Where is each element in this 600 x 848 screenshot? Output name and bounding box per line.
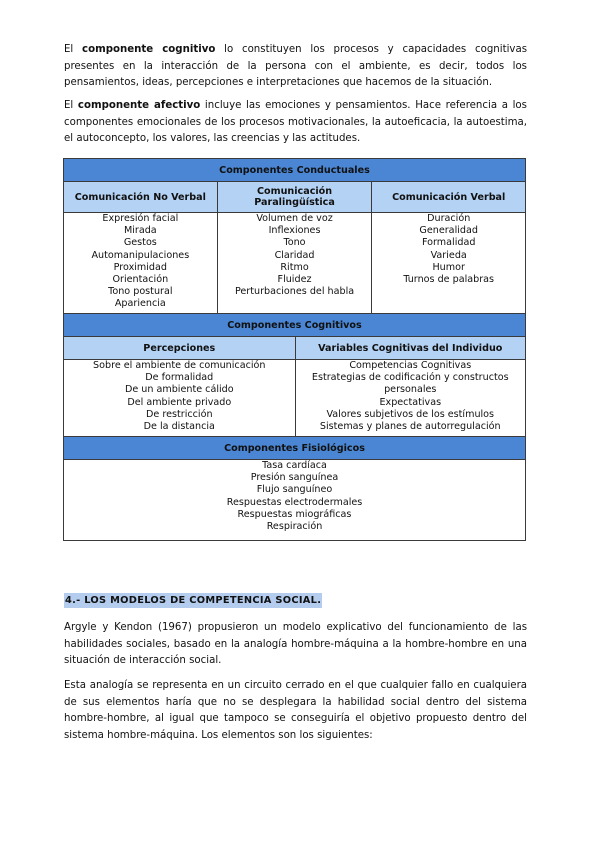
list-item: Sobre el ambiente de comunicación [93,360,266,371]
list-item: Competencias Cognitivas [349,360,472,371]
list-item: Fluidez [277,274,312,286]
list-item: Respuestas electrodermales [226,496,363,508]
list-item: Generalidad [419,225,478,237]
paragraph-text: lo constituyen los procesos y capacidades cognitivas presentes en la interacción de la persona con el ambiente, es decir, todos los pensamientos, ideas, percepciones e interpretaciones que hacemos de la situación. [64,44,527,88]
list-item: Tono postural [108,286,173,298]
list-item: Automanipulaciones [91,249,190,261]
list-item: Sistemas y planes de autorregulación [319,421,501,433]
list-item: De formalidad [145,372,214,384]
col-header-paralinguistica: Comunicación Paralingüística [217,182,372,213]
list-item: Proximidad [113,261,167,273]
col-header-variables-cognitivas: Variables Cognitivas del Individuo [295,337,525,360]
bold-term: componente afectivo [77,100,201,111]
paragraph-argyle-kendon: Argyle y Kendon (1967) propusieron un modelo explicativo del funcionamiento de las habilidades sociales, basado en la analogía hombre-máquina a la hombre-hombre en una situación de interacción social. [64,622,527,666]
col-header-no-verbal: Comunicación No Verbal [64,182,218,213]
list-item: Tono [283,237,306,249]
list-item: De un ambiente cálido [124,384,234,396]
list-item: De restricción [146,408,213,420]
list-item: Valores subjetivos de los estímulos [326,408,495,420]
list-item: Respiración [266,521,323,533]
bold-term: componente cognitivo [82,44,216,55]
list-item: Formalidad [421,237,476,249]
section-heading: 4.- LOS MODELOS DE COMPETENCIA SOCIAL. [65,595,322,606]
list-item: Claridad [274,249,315,261]
fisiologicos-title: Componentes Fisiológicos [64,437,526,460]
list-paralinguistica [217,213,372,314]
list-item: Expresión facial [102,213,179,224]
list-item: Mirada [123,225,157,237]
paragraph-affective-component [64,98,527,148]
paragraph-analogy: Esta analogía se representa en un circuito cerrado en el que cualquier fallo en cualquiera de sus elementos haría que no se desplegara la habilidad social dentro del sistema hombre-hombre, al igual que tampoco se conseguiría el objetivo propuesto dentro del sistema hombre-máquina. Los elementos son los siguientes: [64,680,527,741]
list-item: Expectativas [379,396,442,408]
list-item: Humor [432,261,465,273]
list-item: Del ambiente privado [127,396,232,408]
paragraph-text: incluye las emociones y pensamientos. Hace referencia a los componentes emocionales de los procesos motivacionales, la autoeficacia, la autoestima, el autoconcepto, los valores, las creencias y las actitudes. [64,100,527,144]
components-table [63,158,526,541]
list-verbal [372,213,526,314]
list-item: Presión sanguínea [250,472,339,484]
list-item: Tasa cardíaca [262,460,327,471]
list-item: Inflexiones [268,225,321,237]
list-item: Volumen de voz [256,213,333,224]
list-no-verbal [64,213,218,314]
cognitivos-title: Componentes Cognitivos [64,314,526,337]
list-item: Perturbaciones del habla [234,286,355,298]
list-item: Gestos [123,237,157,249]
list-item: Duración [427,213,471,224]
list-variables-cognitivas [295,360,525,437]
list-item: Varieda [430,249,467,261]
list-item: Flujo sanguíneo [256,484,333,496]
list-item: Apariencia [114,298,166,310]
paragraph-text: El [64,44,83,55]
list-item: Respuestas miográficas [237,508,352,520]
col-header-verbal: Comunicación Verbal [372,182,526,213]
list-item: De la distancia [143,421,215,433]
list-fisiologicos [64,460,526,541]
paragraph-cognitive-component [64,42,527,92]
conductuales-title: Componentes Conductuales [64,159,526,182]
list-item: Ritmo [280,261,309,273]
list-percepciones [64,360,296,437]
paragraph-text: El [64,100,78,111]
list-item: Orientación [112,274,169,286]
col-header-percepciones: Percepciones [64,337,296,360]
list-item: Estrategias de codificación y constructos personales [311,372,509,396]
list-item: Turnos de palabras [403,274,495,286]
